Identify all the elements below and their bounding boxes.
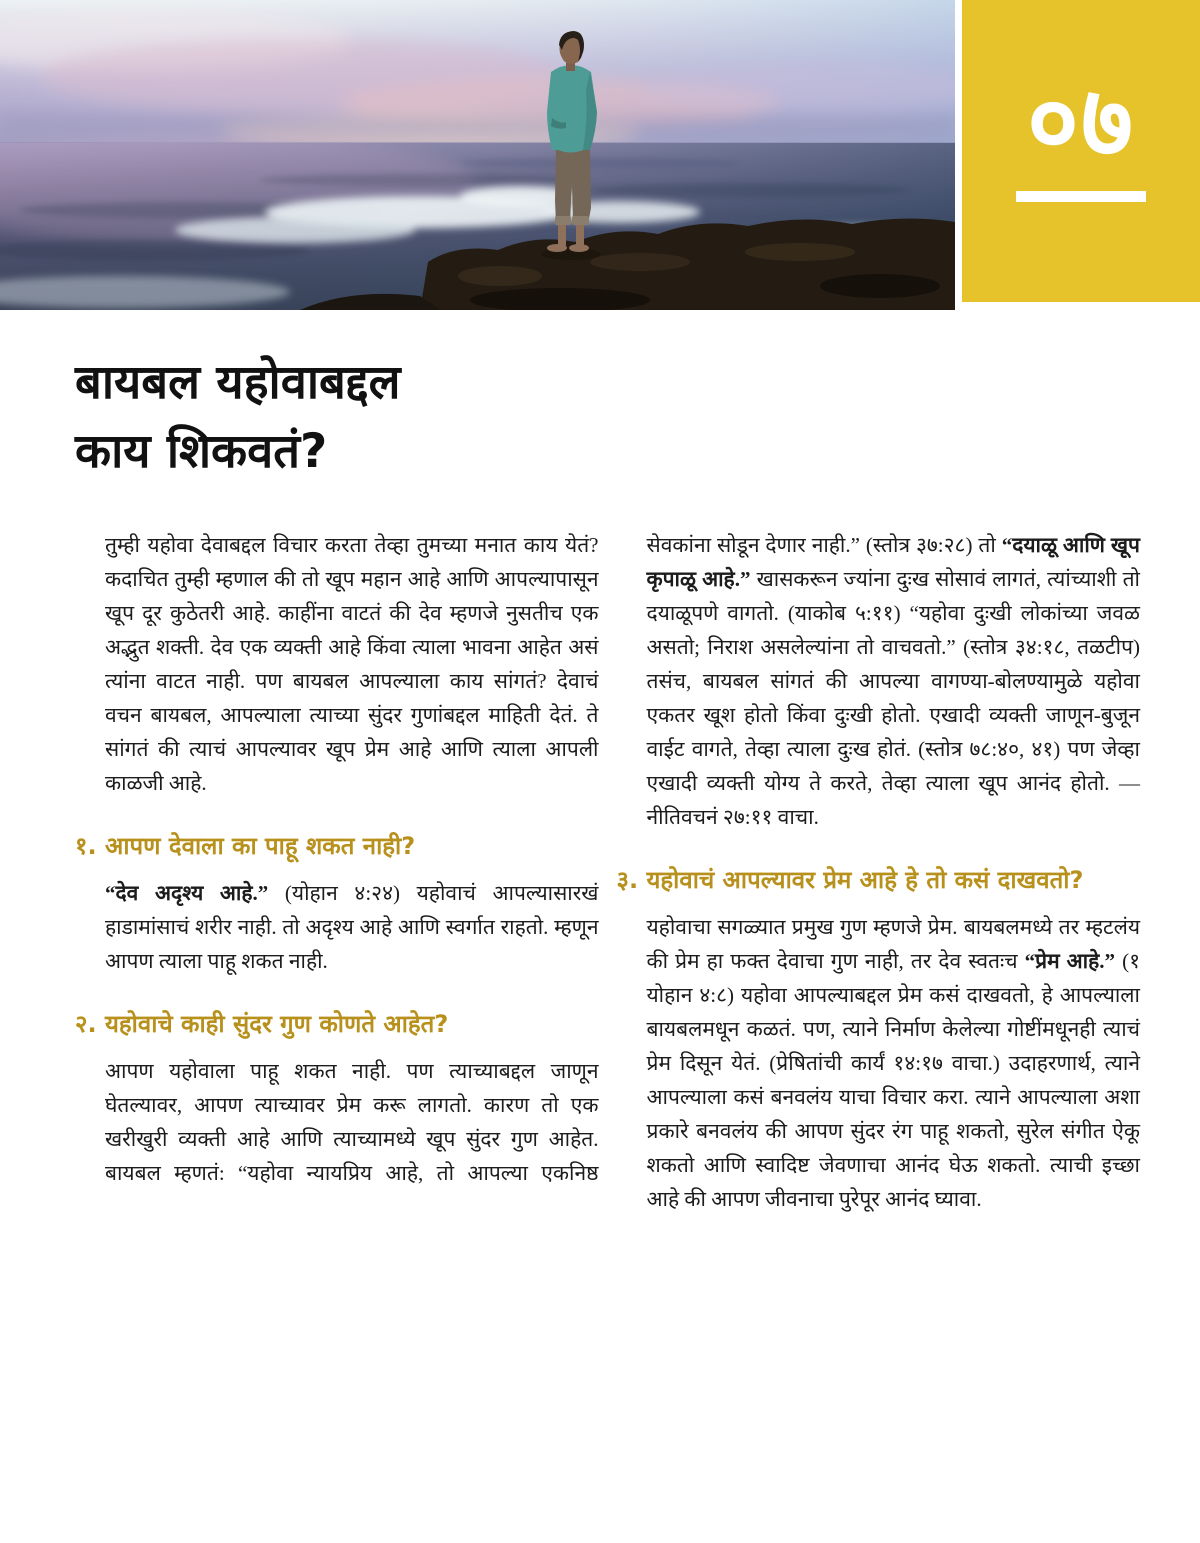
section-2-heading <box>75 1008 599 1041</box>
section-1-number: १. <box>75 832 97 860</box>
lesson-number: ०७ <box>1027 62 1135 180</box>
section-2-text-b: खासकरून ज्यांना दुःख सोसावं लागतं, त्यांच्याशी तो दयाळूपणे वागतो. (याकोब ५:११) “यहोवा दुःखी लोकांच्या जवळ असतो; निराश असलेल्यांना तो वाचवतो.” (स्तोत्र ३४:१८, तळटीप) तसंच, बायबल सांगतं की आपल्या वागण्या-बोलण्यामुळे यहोवा एकतर खूश होतो किंवा दुःखी होतो. एखादी व्यक्ती जाणून-बुजून वाईट वागते, तेव्हा त्याला दुःख होतं. (स्तोत्र ७८:४०, ४१) पण जेव्हा एखादी व्यक्ती योग्य ते करते, तेव्हा त्याला खूप आनंद होतो. —नीतिवचनं २७:११ वाचा. <box>646 567 1140 829</box>
article-columns <box>75 528 1140 1216</box>
badge-underline <box>1016 191 1146 202</box>
section-1-heading <box>75 830 599 863</box>
sky <box>0 0 955 152</box>
section-1-title: आपण देवाला का पाहू शकत नाही? <box>105 832 416 860</box>
section-1-paragraph <box>105 876 599 978</box>
section-3-paragraph <box>647 910 1141 1216</box>
page-title-line1: बायबल यहोवाबद्दल <box>75 355 401 410</box>
section-3-quote: “प्रेम आहे.” <box>1024 949 1116 974</box>
section-2-number: २. <box>75 1010 97 1039</box>
section-3-title: यहोवाचं आपल्यावर प्रेम आहे हे तो कसं दाखवतो? <box>646 866 1084 894</box>
section-3-text-a: यहोवाचा सगळ्यात प्रमुख गुण म्हणजे प्रेम. बायबलमध्ये तर म्हटलंय की प्रेम हा फक्त देवाचा गुण नाही, तर देव स्वतःच <box>646 915 1140 974</box>
section-2-quote: “दयाळू आणि खूप कृपाळू आहे.” <box>646 533 1140 591</box>
section-3-text-b: (१ योहान ४:८) यहोवा आपल्याबद्दल प्रेम कसं दाखवतो, हे आपल्याला बायबलमधून कळतं. पण, त्याने निर्माण केलेल्या गोष्टींमधूनही त्याचं प्रेम दिसून येतं. (प्रेषितांची कार्यं १४:१७ वाचा.) उदाहरणार्थ, त्याने आपल्याला कसं बनवलंय याचा विचार करा. त्याने आपल्याला अशा प्रकारे बनवलंय की आपण सुंदर रंग पाहू शकतो, सुरेल संगीत ऐकू शकतो आणि स्वादिष्ट जेवणाचा आनंद घेऊ शकतो. त्याची इच्छा आहे की आपण जीवनाचा पुरेपूर आनंद घ्यावा. <box>646 949 1140 1212</box>
hero-photo-illustration <box>0 0 955 310</box>
section-3 <box>616 864 1141 1216</box>
lesson-badge <box>962 0 1200 302</box>
hero-photo <box>0 0 955 310</box>
section-1-quote: “देव अदृश्य आहे.” <box>105 881 269 906</box>
section-2-title: यहोवाचे काही सुंदर गुण कोणते आहेत? <box>105 1010 449 1039</box>
page-title-line2: काय शिकवतं? <box>75 424 328 480</box>
section-2-text-a: आपण यहोवाला पाहू शकत नाही. पण त्याच्याबद्दल जाणून घेतल्यावर, आपण त्याच्यावर प्रेम करू लागतो. कारण तो एक खरीखुरी व्यक्ती आहे आणि त्याच्यामध्ये खूप सुंदर गुण आहेत. बायबल म्हणतं: “यहोवा न्यायप्रिय आहे, तो आपल्या एकनिष्ठ सेवकांना सोडून देणार नाही.” (स्तोत्र ३७:२८) तो <box>105 533 1002 1186</box>
section-1-text: (योहान ४:२४) यहोवाचं आपल्यासारखं हाडामांसाचं शरीर नाही. तो अदृश्य आहे आणि स्वर्गात राहतो. म्हणून आपण त्याला पाहू शकत नाही. <box>105 881 599 974</box>
intro-paragraph: तुम्ही यहोवा देवाबद्दल विचार करता तेव्हा तुमच्या मनात काय येतं? कदाचित तुम्ही म्हणाल की तो खूप महान आहे आणि आपल्यापासून खूप दूर कुठेतरी आहे. काहींना वाटतं की देव म्हणजे नुसतीच एक अद्भुत शक्ती. देव एक व्यक्ती आहे किंवा त्याला भावना आहेत असं त्यांना वाटत नाही. पण बायबल आपल्याला काय सांगतं? देवाचं वचन बायबल, आपल्याला त्याच्या सुंदर गुणांबद्दल माहिती देतं. ते सांगतं की त्याचं आपल्यावर खूप प्रेम आहे आणि त्याला आपली काळजी आहे. <box>105 533 599 795</box>
section-1 <box>75 830 599 978</box>
section-3-heading <box>616 864 1141 897</box>
page-title <box>75 348 400 486</box>
section-3-number: ३. <box>616 866 639 894</box>
